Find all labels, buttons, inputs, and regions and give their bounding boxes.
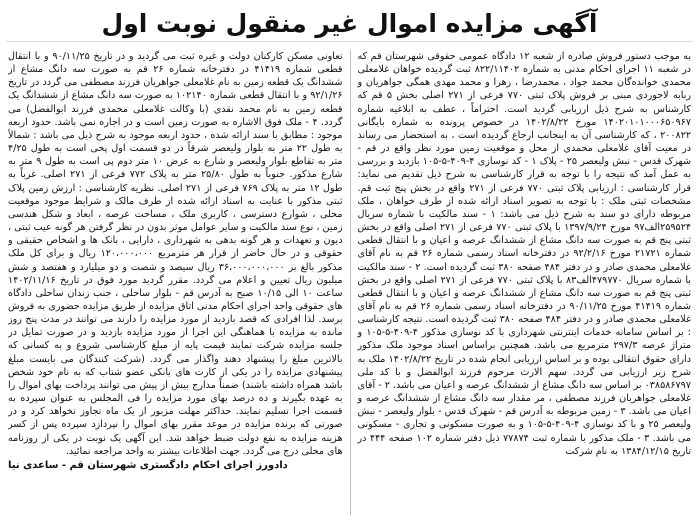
notice-title: آگهی مزایده اموال غیر منقول نوبت اول [101, 8, 598, 38]
right-column [350, 50, 692, 515]
notice-body [8, 50, 691, 515]
right-column-text: به موجب دستور فروش صادره از شعبه ۱۲ دادگاه عمومی حقوقی شهرستان قم که در شعبه ۱۱ اجرای احکام مدنی به شماره ۸۲۲/۱۱۴۰۲ ثبت گردیده خواهان غلامعلی محمدی خوانده‌گان محمد جواد ، محمدرضا ، زهرا و محمد مهدی همگی جواهریان و ربابه لاجوردی مبنی بر فروش پلاک ثبتی ۷۷۰ فرعی از ۲۷۱ اصلی بخش ۵ قم که کارشناس به شرح ذیل ارزیابی گردید است. احتراماً ، عطف به ابلاغیه شماره ۱۴۰۲۰۱۰۱۰۰۰۶۵۰۹۶۷ مورخ ۱۴۰۲/۸/۲۲ در خصوص پرونده به شماره بایگانی ۲۰۰۸۲۲ ، که کارشناسی آن به اینجانب ارجاع گردیده است ، به استحضار می رساند در معیت آقای غلامعلی محمدی از محل و موقعیت زمین مورد نظر واقع در قم - شهرک قدس - نبش ولیعصر ۲۵ - پلاک ۱ - کد نوسازی ۴-۴۰۹-۵-۱۰۵ بازدید و بررسی به عمل آمد که نتیجه را با توجه به قرار کارشناسی به شرح ذیل تقدیم می نماید: قرار کارشناسی : ارزیابی پلاک ثبتی ۷۷۰ فرعی از ۲۷۱ واقع در بخش پنج ثبت قم. مشخصات ثبتی ملک : با توجه به تصویر اسناد ارائه شده از طرف خواهان ، ملک مربوطه دارای دو سند به شرح ذیل می باشد: ۱ - سند مالکیت با شماره سریال ۲۵۹۵۲۴الف۹۷ مورخ ۱۳۹۷/۹/۲۴ با پلاک ثبتی ۷۷۰ فرعی از ۲۷۱ اصلی واقع در بخش ثبتی پنج قم به صورت سه دانگ مشاع از ششدانگ عرصه و اعیان و با انتقال قطعی شماره ۲۱۷۲۱ مورخ ۹۲/۲/۱۶ در دفترخانه اسناد رسمی شماره ۲۶ قم به نام آقای غلامعلی محمدی صادر و در دفتر ۴۸۴ صفحه ۳۸۰ ثبت گردیده است. ۲ - سند مالکیت با شماره سریال ۴۷۹۷۷۰الف۸۳ با پلاک ثبتی ۷۷۰ فرعی از ۲۷۱ اصلی واقع در بخش ثبتی پنج قم به صورت سه دانگ مشاع از ششدانگ عرصه و اعیان و با انتقال قطعی شماره ۴۱۴۱۹ مورخ ۹۰/۱۱/۲۵ در دفترخانه اسناد رسمی شماره ۲۶ قم به نام آقای غلامعلی محمدی صادر و در دفتر ۴۸۴ صفحه ۳۸۰ ثبت گردیده است. نتیجه کارشناسی : بر اساس سامانه خدمات اینترنتی شهرداری با کد نوسازی مذکور ۴-۴۰۹-۵-۱۰۵ و متراژ عرصه ۲۹۷/۳ مترمربع می باشد. همچنین براساس اسناد موجود ملک مذکور دارای حقوق انتقالی بوده و بر اساس ارزیابی انجام شده در تاریخ ۱۴۰۲/۸/۲۲ ملک به شرح زیر ارزیابی می گردد. سهم الارث مرحوم فرزند ابوالفضل و با کد ملی ۰۳۸۵۸۶۷۹۷ بر اساس سه دانگ مشاع از ششدانگ عرصه و اعیان می باشد. ۲ - آقای غلامعلی جواهریان فرزند مصطفی ، مر مقدار سه دانگ مشاع از ششدانگ عرصه و اعیان می باشد. ۳ - زمین مربوطه به آدرس قم - شهرک قدس - بلوار ولیعصر - نبش ولیعصر ۲۵ و با کد نوسازی ۴-۴۰۹-۵-۱۰۵ و به صورت مسکونی و تجاری - مسکونی می باشد. ۳ - ملک مذکور با شماره ثبت ۷۷۸۷۴ ذیل دفتر شماره ۱۰۲ صفحه ۴۴۴ در تاریخ ۱۳۸۴/۱۲/۱۵ به نام شرکت [357, 51, 691, 457]
title-bar [6, 5, 693, 42]
signature-line: دادورز اجرای احکام دادگستری شهرستان قم - ساعدی نیا [8, 459, 288, 471]
left-column-text: تعاونی مسکن کارکنان دولت و غیره ثبت می گردید و در تاریخ ۹۰/۱۱/۲۵ و با انتقال قطعی شماره ۴۱۴۱۹ در دفترخانه شماره ۲۶ قم به صورت سه دانگ مشاع از ششدانگ یک قطعه زمین به نام غلامعلی جواهریان فرزند مصطفی می گردد در تاریخ ۹۲/۱/۲۶ و با انتقال قطعی شماره ۱۰۲۱۴۰ به صورت سه دانگ مشاع از ششدانگ یک قطعه زمین به نام محمد نقدی (با وکالت غلامعلی محمدی فرزند ابوالفضل) می گردد. ۴ - ملک فوق الاشاره به صورت زمین است و در اجاره نمی باشد. حدود اربعه موجود : مطابق با سند ارائه شده ، حدود اربعه موجود به شرح ذیل می باشد : شمالاً به طول ۲۲ متر به بلوار ولیعصر شرقاً در دو قسمت اول پخی است به طول ۴/۲۵ متر به تقاطع بلوار ولیعصر و شارع به عرض ۱۰ متر دوم پی است به طول ۹ متر به شارع مذکور. جنوباً به طول ۲۵/۸۰ متر به پلاک ۷۷۲ فرعی از ۲۷۱ اصلی. غرباً به طول ۱۲ متر به پلاک ۷۶۹ فرعی از ۲۷۱ اصلی. نظریه کارشناسی : ارزش زمین پلاک ثبتی مذکور با عنایت به اسناد ارائه شده از طرف مالک و شرایط موجود موقعیت محلی ، شوارع دسترسی ، کاربری ملک ، مساحت عرصه ، ابعاد و شکل هندسی زمین ، نوع سند مالکیت و سایر عوامل موثر بدون در نظر گرفتن هر گونه عیب ثبتی ، دیون و تعهدات و هر گونه بدهی به شهرداری ، دارایی ، بانک ها و اشخاص حقیقی و حقوقی و در حال حاضر از قرار هر مترمربع ۱۲۰،۰۰۰،۰۰۰ ریال و برای کل ملک مذکور بالغ بر ۳۶،۰۰۰،۰۰۰،۰۰۰ ریال سیصد و شصت و دو میلیارد و هفتصد و شش میلیون ریال تعیین و اعلام می گردد. مقرر گردید مورد فوق در تاریخ ۱۴۰۲/۱۱/۱۶ ساعت ۱۰ الی ۱۰/۱۵ صبح به آدرس قم - بلوار ساحلی ، جنب زندان ساحلی دادگاه های حقوقی واحد اجرای احکام مدنی اتاق مزایده از طریق مزایده حضوری به فروش برسد. لذا افرادی که قصد بازدید از مورد مزایده را دارند می توانند در مدت پنج روز مانده به مزایده با هماهنگی این اجرا از مورد مزایده بازدید و در صورت تمایل در جلسه مزایده شرکت نمایند قیمت پایه از مبلغ کارشناسی شروع و به کسانی که بالاترین مبلغ را پیشنهاد دهند واگذار می گردد. (شرکت کنندگان می بایست مبلغ پیشنهادی مزایده را در یکی از کارت های بانکی عضو شتاب که به نام خود شخص باشد همراه داشته باشند) ضمناً مدارج بیش از پیش می توانند پرداخت بهای اموال را به عهده بگیرند و ده درصد بهای مورد مزایده را فی المجلس به عنوان سپرده به قسمت اجرا تسلیم نمایند. حداکثر مهلت مزبور از یک ماه تجاوز نخواهد کرد و در صورتی که برنده مزایده در موعد مقرر بهای اموال را نپردازد سپرده پس از کسر هزینه مزایده به نفع دولت ضبط خواهد شد. این آگهی یک نوبت در یکی از روزنامه های محلی درج می گردد. جهت اطلاعات بیشتر به واحد مراجعه نمائید. [8, 51, 343, 457]
left-column [8, 50, 350, 515]
